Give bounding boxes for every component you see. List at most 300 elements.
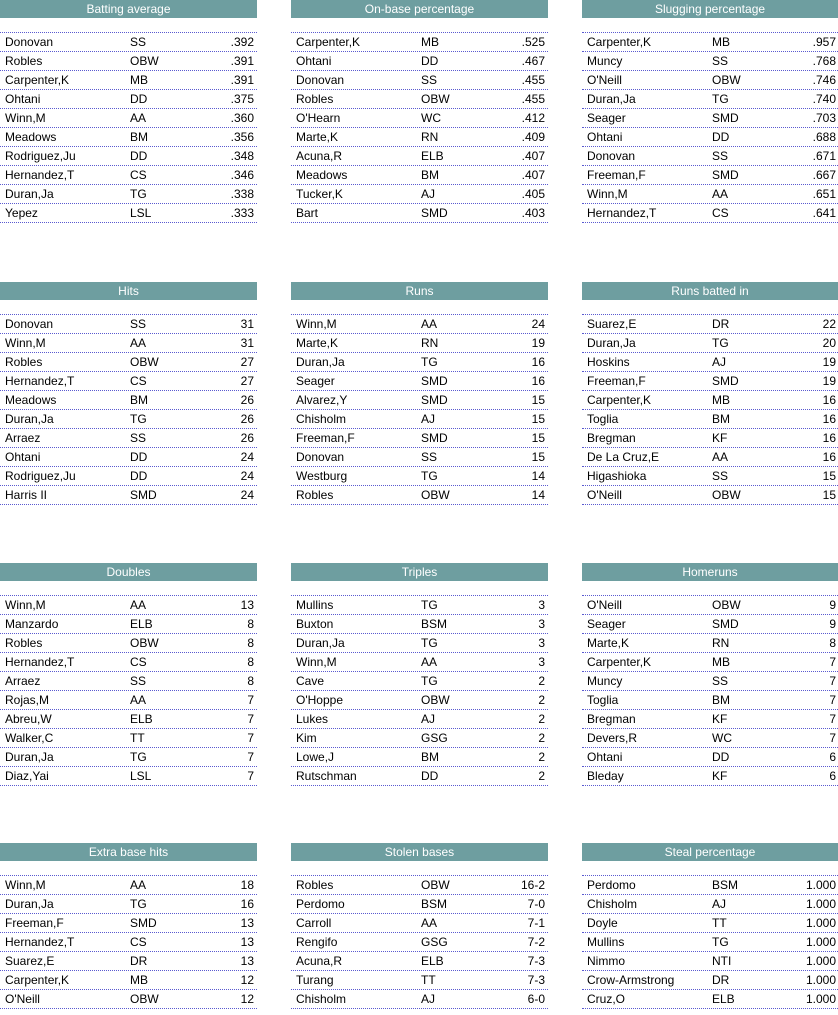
team-code: ELB bbox=[421, 954, 444, 968]
team-code: CS bbox=[130, 168, 147, 182]
leader-row bbox=[582, 166, 838, 185]
player-name: Crow-Armstrong bbox=[587, 973, 675, 987]
team-code: AA bbox=[130, 336, 147, 350]
player-name: Duran,Ja bbox=[296, 355, 345, 369]
leader-row bbox=[291, 767, 548, 786]
leader-row bbox=[582, 372, 838, 391]
team-code: AJ bbox=[421, 712, 436, 726]
player-name: Yepez bbox=[5, 206, 38, 220]
stat-value: 15 bbox=[822, 469, 836, 483]
team-code: NTI bbox=[712, 954, 732, 968]
leader-row bbox=[0, 33, 257, 52]
player-name: Perdomo bbox=[296, 897, 345, 911]
stat-value: .651 bbox=[812, 187, 836, 201]
stat-value: 2 bbox=[538, 674, 545, 688]
player-name: Ohtani bbox=[5, 92, 41, 106]
stat-value: 14 bbox=[531, 469, 545, 483]
team-code: ELB bbox=[130, 712, 153, 726]
player-name: De La Cruz,E bbox=[587, 450, 660, 464]
team-code: SS bbox=[712, 674, 729, 688]
leader-row bbox=[291, 952, 548, 971]
player-name: Cave bbox=[296, 674, 325, 688]
stat-value: 7 bbox=[247, 712, 254, 726]
leader-row bbox=[582, 914, 838, 933]
leader-row bbox=[291, 672, 548, 691]
player-name: Abreu,W bbox=[5, 712, 52, 726]
player-name: Hernandez,T bbox=[5, 655, 75, 669]
panel-header: Extra base hits bbox=[0, 843, 257, 861]
stat-value: 16 bbox=[240, 897, 254, 911]
leader-row bbox=[582, 185, 838, 204]
team-code: SMD bbox=[421, 206, 448, 220]
team-code: KF bbox=[712, 769, 728, 783]
panel-header: Batting average bbox=[0, 0, 257, 18]
panel-header: Hits bbox=[0, 282, 257, 300]
leader-row bbox=[291, 895, 548, 914]
leader-row bbox=[582, 334, 838, 353]
leader-row bbox=[0, 166, 257, 185]
stat-value: .392 bbox=[230, 35, 254, 49]
leader-row bbox=[291, 315, 548, 334]
player-name: Hernandez,T bbox=[5, 935, 75, 949]
team-code: SS bbox=[130, 317, 147, 331]
team-code: DD bbox=[130, 92, 148, 106]
player-name: Donovan bbox=[296, 450, 345, 464]
player-name: Duran,Ja bbox=[296, 636, 345, 650]
stat-value: 26 bbox=[240, 412, 254, 426]
panel-spacer bbox=[291, 861, 548, 876]
stat-value: 7-3 bbox=[527, 954, 545, 968]
stat-value: 26 bbox=[240, 431, 254, 445]
player-name: Lukes bbox=[296, 712, 329, 726]
player-name: Meadows bbox=[5, 130, 57, 144]
leader-row bbox=[291, 353, 548, 372]
leader-row bbox=[0, 990, 257, 1009]
stat-value: .703 bbox=[812, 111, 836, 125]
leader-row bbox=[0, 185, 257, 204]
player-name: Westburg bbox=[296, 469, 348, 483]
stat-value: 2 bbox=[538, 712, 545, 726]
leader-row bbox=[0, 372, 257, 391]
leader-row bbox=[291, 615, 548, 634]
stat-value: .688 bbox=[812, 130, 836, 144]
stat-panel bbox=[582, 282, 838, 505]
team-code: CS bbox=[130, 655, 147, 669]
panel-header: Doubles bbox=[0, 563, 257, 581]
stat-panel bbox=[291, 282, 548, 505]
team-code: AJ bbox=[421, 412, 436, 426]
team-code: TG bbox=[421, 636, 438, 650]
player-name: Robles bbox=[296, 878, 334, 892]
stat-value: .391 bbox=[230, 54, 254, 68]
leader-row bbox=[0, 52, 257, 71]
stat-value: 1.000 bbox=[805, 992, 836, 1006]
panel-spacer bbox=[0, 300, 257, 315]
stat-value: 16 bbox=[822, 412, 836, 426]
player-name: Bregman bbox=[587, 712, 636, 726]
stat-value: 31 bbox=[240, 317, 254, 331]
leader-row bbox=[582, 990, 838, 1009]
stat-value: .333 bbox=[230, 206, 254, 220]
stat-value: 7 bbox=[829, 731, 836, 745]
player-name: Robles bbox=[296, 92, 334, 106]
panel-header: On-base percentage bbox=[291, 0, 548, 18]
team-code: WC bbox=[421, 111, 441, 125]
player-name: Carroll bbox=[296, 916, 332, 930]
team-code: OBW bbox=[712, 598, 741, 612]
stat-value: 2 bbox=[538, 693, 545, 707]
leader-row bbox=[291, 971, 548, 990]
stat-value: .667 bbox=[812, 168, 836, 182]
stat-value: 1.000 bbox=[805, 897, 836, 911]
player-name: Carpenter,K bbox=[5, 973, 70, 987]
player-name: Winn,M bbox=[296, 655, 337, 669]
player-name: Harris II bbox=[5, 488, 47, 502]
stat-value: 7 bbox=[829, 674, 836, 688]
team-code: AA bbox=[712, 450, 729, 464]
leader-row bbox=[0, 147, 257, 166]
stat-panel bbox=[582, 563, 838, 786]
leader-row bbox=[291, 990, 548, 1009]
leader-row bbox=[0, 128, 257, 147]
stat-value: 18 bbox=[240, 878, 254, 892]
leader-row bbox=[0, 653, 257, 672]
player-name: Chisholm bbox=[296, 412, 347, 426]
player-name: Higashioka bbox=[587, 469, 647, 483]
stat-value: .346 bbox=[230, 168, 254, 182]
player-name: Winn,M bbox=[587, 187, 628, 201]
leader-row bbox=[291, 128, 548, 147]
leader-row bbox=[582, 596, 838, 615]
player-name: O'Neill bbox=[587, 488, 622, 502]
leader-row bbox=[0, 933, 257, 952]
player-name: Turang bbox=[296, 973, 334, 987]
panel-spacer bbox=[582, 300, 838, 315]
player-name: Winn,M bbox=[5, 111, 46, 125]
stat-value: 12 bbox=[240, 992, 254, 1006]
stat-value: 7-2 bbox=[527, 935, 545, 949]
team-code: ELB bbox=[421, 149, 444, 163]
player-name: Perdomo bbox=[587, 878, 636, 892]
team-code: CS bbox=[130, 374, 147, 388]
stat-value: .641 bbox=[812, 206, 836, 220]
leader-row bbox=[582, 672, 838, 691]
team-code: AA bbox=[130, 111, 147, 125]
team-code: OBW bbox=[712, 488, 741, 502]
team-code: MB bbox=[130, 73, 148, 87]
stat-value: 6-0 bbox=[527, 992, 545, 1006]
player-name: Duran,Ja bbox=[587, 336, 636, 350]
team-code: SS bbox=[712, 469, 729, 483]
team-code: AA bbox=[130, 598, 147, 612]
player-name: Toglia bbox=[587, 412, 619, 426]
player-name: Duran,Ja bbox=[5, 187, 54, 201]
leader-row bbox=[291, 71, 548, 90]
team-code: TG bbox=[421, 469, 438, 483]
leader-row bbox=[291, 448, 548, 467]
player-name: Mullins bbox=[587, 935, 625, 949]
team-code: CS bbox=[130, 935, 147, 949]
player-name: Lowe,J bbox=[296, 750, 335, 764]
team-code: AJ bbox=[421, 187, 436, 201]
team-code: SMD bbox=[712, 374, 739, 388]
stat-value: 27 bbox=[240, 355, 254, 369]
team-code: BSM bbox=[712, 878, 739, 892]
team-code: MB bbox=[712, 655, 730, 669]
stat-value: 7 bbox=[247, 731, 254, 745]
stat-panel bbox=[0, 0, 257, 223]
player-name: Acuna,R bbox=[296, 149, 343, 163]
leader-row bbox=[0, 334, 257, 353]
stat-value: 14 bbox=[531, 488, 545, 502]
team-code: ELB bbox=[130, 617, 153, 631]
leader-row bbox=[582, 748, 838, 767]
player-name: O'Hearn bbox=[296, 111, 341, 125]
stat-value: .740 bbox=[812, 92, 836, 106]
stat-value: 15 bbox=[822, 488, 836, 502]
stat-value: 9 bbox=[829, 617, 836, 631]
leader-row bbox=[291, 653, 548, 672]
stat-value: .467 bbox=[521, 54, 545, 68]
player-name: Rutschman bbox=[296, 769, 357, 783]
leader-row bbox=[0, 895, 257, 914]
stat-value: 7 bbox=[829, 693, 836, 707]
player-name: Freeman,F bbox=[587, 168, 646, 182]
stat-value: .746 bbox=[812, 73, 836, 87]
leader-row bbox=[0, 486, 257, 505]
team-code: OBW bbox=[421, 693, 450, 707]
team-code: KF bbox=[712, 431, 728, 445]
player-name: Duran,Ja bbox=[5, 750, 54, 764]
team-code: AJ bbox=[421, 992, 436, 1006]
stat-value: 3 bbox=[538, 636, 545, 650]
stat-panel bbox=[582, 0, 838, 223]
stat-value: .957 bbox=[812, 35, 836, 49]
leader-row bbox=[291, 429, 548, 448]
team-code: BSM bbox=[421, 897, 448, 911]
team-code: KF bbox=[712, 712, 728, 726]
stat-value: .375 bbox=[230, 92, 254, 106]
stat-value: 7-0 bbox=[527, 897, 545, 911]
leader-row bbox=[0, 467, 257, 486]
stat-value: 2 bbox=[538, 750, 545, 764]
player-name: Arraez bbox=[5, 674, 41, 688]
team-code: AJ bbox=[712, 355, 727, 369]
leader-row bbox=[291, 391, 548, 410]
leader-row bbox=[582, 353, 838, 372]
team-code: RN bbox=[421, 130, 439, 144]
stat-value: .338 bbox=[230, 187, 254, 201]
player-name: Rojas,M bbox=[5, 693, 50, 707]
stat-panel bbox=[291, 0, 548, 223]
stat-value: 20 bbox=[822, 336, 836, 350]
leader-row bbox=[291, 185, 548, 204]
stat-value: 24 bbox=[240, 450, 254, 464]
team-code: DR bbox=[130, 954, 148, 968]
stat-value: .768 bbox=[812, 54, 836, 68]
stat-value: 7 bbox=[247, 750, 254, 764]
stat-value: 19 bbox=[822, 374, 836, 388]
team-code: SS bbox=[712, 149, 729, 163]
leader-row bbox=[0, 710, 257, 729]
team-code: TG bbox=[130, 187, 147, 201]
leader-row bbox=[0, 315, 257, 334]
player-name: Bregman bbox=[587, 431, 636, 445]
team-code: AA bbox=[130, 878, 147, 892]
panel-spacer bbox=[291, 300, 548, 315]
leader-row bbox=[582, 876, 838, 895]
player-name: Suarez,E bbox=[5, 954, 55, 968]
team-code: SMD bbox=[712, 617, 739, 631]
team-code: SMD bbox=[712, 111, 739, 125]
player-name: Donovan bbox=[5, 317, 54, 331]
stat-value: 13 bbox=[240, 598, 254, 612]
panel-header: Runs bbox=[291, 282, 548, 300]
leader-row bbox=[582, 391, 838, 410]
leader-row bbox=[0, 691, 257, 710]
team-code: LSL bbox=[130, 769, 152, 783]
player-name: Ohtani bbox=[5, 450, 41, 464]
leader-row bbox=[0, 876, 257, 895]
leader-row bbox=[291, 147, 548, 166]
team-code: TG bbox=[712, 92, 729, 106]
leader-row bbox=[0, 914, 257, 933]
stat-value: 1.000 bbox=[805, 916, 836, 930]
player-name: Carpenter,K bbox=[587, 655, 652, 669]
player-name: Seager bbox=[587, 617, 626, 631]
leader-row bbox=[582, 971, 838, 990]
team-code: TT bbox=[130, 731, 145, 745]
leader-row bbox=[0, 90, 257, 109]
team-code: ELB bbox=[712, 992, 735, 1006]
player-name: Duran,Ja bbox=[5, 897, 54, 911]
team-code: SMD bbox=[421, 374, 448, 388]
player-name: O'Neill bbox=[587, 73, 622, 87]
team-code: OBW bbox=[130, 636, 159, 650]
stat-value: .455 bbox=[521, 73, 545, 87]
player-name: Chisholm bbox=[296, 992, 347, 1006]
leader-row bbox=[582, 615, 838, 634]
stat-panel bbox=[0, 563, 257, 786]
leader-row bbox=[291, 109, 548, 128]
player-name: Donovan bbox=[5, 35, 54, 49]
player-name: Rodriguez,Ju bbox=[5, 149, 76, 163]
stat-value: .525 bbox=[521, 35, 545, 49]
leader-row bbox=[0, 71, 257, 90]
team-code: DD bbox=[712, 750, 730, 764]
team-code: MB bbox=[130, 973, 148, 987]
team-code: TG bbox=[130, 750, 147, 764]
panel-spacer bbox=[582, 581, 838, 596]
panel-spacer bbox=[291, 581, 548, 596]
player-name: Ohtani bbox=[587, 750, 623, 764]
team-code: AJ bbox=[712, 897, 727, 911]
team-code: OBW bbox=[421, 92, 450, 106]
leader-row bbox=[582, 467, 838, 486]
stat-value: 16-2 bbox=[520, 878, 545, 892]
leader-row bbox=[291, 876, 548, 895]
team-code: TG bbox=[421, 355, 438, 369]
stat-value: 6 bbox=[829, 769, 836, 783]
stat-value: 31 bbox=[240, 336, 254, 350]
panel-spacer bbox=[0, 18, 257, 33]
leader-row bbox=[291, 933, 548, 952]
team-code: BM bbox=[130, 393, 148, 407]
leader-row bbox=[291, 52, 548, 71]
stat-panel bbox=[582, 843, 838, 1009]
stat-value: .391 bbox=[230, 73, 254, 87]
stat-panel bbox=[291, 563, 548, 786]
leader-row bbox=[582, 767, 838, 786]
stat-value: .405 bbox=[521, 187, 545, 201]
stat-value: 15 bbox=[531, 412, 545, 426]
panel-header: Triples bbox=[291, 563, 548, 581]
leader-row bbox=[582, 729, 838, 748]
stat-value: 24 bbox=[240, 469, 254, 483]
stat-value: .403 bbox=[521, 206, 545, 220]
stat-value: 13 bbox=[240, 954, 254, 968]
leader-row bbox=[582, 410, 838, 429]
stat-value: 12 bbox=[240, 973, 254, 987]
player-name: Donovan bbox=[587, 149, 636, 163]
stat-value: .360 bbox=[230, 111, 254, 125]
stat-value: .407 bbox=[521, 168, 545, 182]
leader-row bbox=[582, 691, 838, 710]
team-code: SS bbox=[712, 54, 729, 68]
team-code: TG bbox=[421, 674, 438, 688]
player-name: Mullins bbox=[296, 598, 334, 612]
team-code: DD bbox=[130, 469, 148, 483]
team-code: LSL bbox=[130, 206, 152, 220]
stat-value: 13 bbox=[240, 916, 254, 930]
player-name: O'Neill bbox=[587, 598, 622, 612]
leader-row bbox=[0, 634, 257, 653]
team-code: AA bbox=[130, 693, 147, 707]
leader-row bbox=[582, 634, 838, 653]
player-name: Rengifo bbox=[296, 935, 338, 949]
stat-panel bbox=[0, 282, 257, 505]
player-name: Ohtani bbox=[296, 54, 332, 68]
team-code: AA bbox=[421, 317, 438, 331]
stat-value: 7-3 bbox=[527, 973, 545, 987]
team-code: SMD bbox=[712, 168, 739, 182]
stat-value: 7 bbox=[247, 769, 254, 783]
stat-value: 16 bbox=[822, 431, 836, 445]
player-name: Freeman,F bbox=[5, 916, 64, 930]
player-name: Doyle bbox=[587, 916, 618, 930]
stat-value: 2 bbox=[538, 769, 545, 783]
player-name: Meadows bbox=[296, 168, 348, 182]
stat-value: 7-1 bbox=[527, 916, 545, 930]
team-code: SS bbox=[130, 431, 147, 445]
stat-value: 19 bbox=[822, 355, 836, 369]
stat-value: 6 bbox=[829, 750, 836, 764]
stat-value: 7 bbox=[829, 712, 836, 726]
leader-row bbox=[582, 128, 838, 147]
player-name: Winn,M bbox=[296, 317, 337, 331]
player-name: Carpenter,K bbox=[296, 35, 361, 49]
leader-row bbox=[0, 729, 257, 748]
player-name: Hernandez,T bbox=[5, 168, 75, 182]
player-name: Muncy bbox=[587, 54, 623, 68]
stat-value: 3 bbox=[538, 598, 545, 612]
stat-value: 15 bbox=[531, 450, 545, 464]
player-name: Diaz,Yai bbox=[5, 769, 49, 783]
leader-row bbox=[291, 596, 548, 615]
stat-value: 7 bbox=[247, 693, 254, 707]
panel-header: Steal percentage bbox=[582, 843, 838, 861]
leader-row bbox=[0, 391, 257, 410]
